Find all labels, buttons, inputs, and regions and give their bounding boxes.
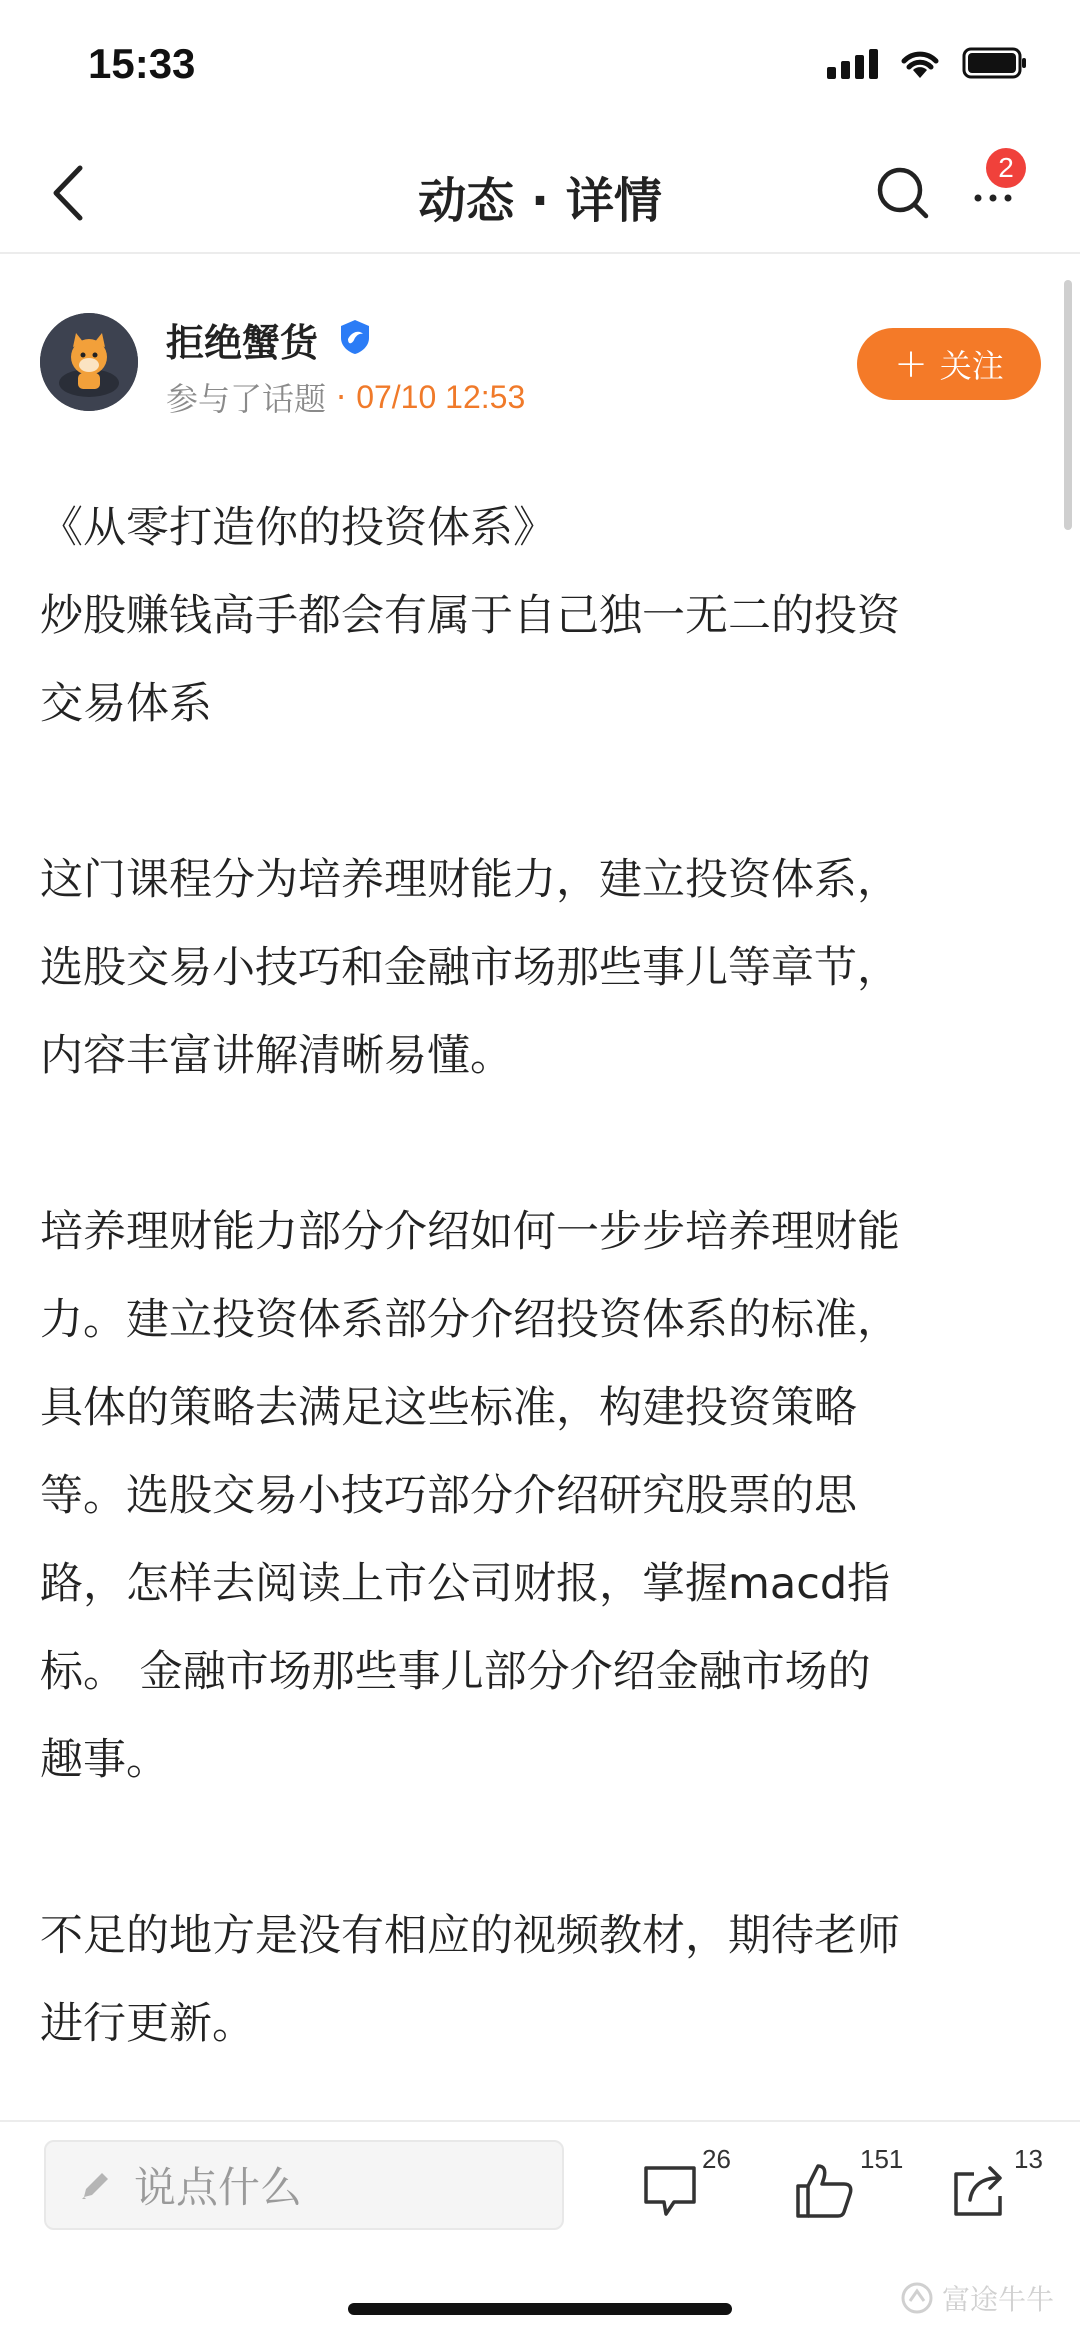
status-bar [0,0,1080,130]
follow-label: 关注 [939,347,1004,385]
post-line: 培养理财能力部分介绍如何一步步培养理财能 [40,1207,900,1257]
author-name[interactable]: 拒绝蟹货 [166,321,319,365]
nav-bar [0,130,1080,254]
shares-count: 13 [1014,2144,1043,2174]
post-line: 内容丰富讲解清晰易懂。 [40,1031,513,1081]
follow-button[interactable] [857,328,1041,400]
battery-icon [962,46,1028,80]
likes-count: 151 [860,2144,904,2174]
comments-count: 26 [702,2144,731,2174]
home-indicator[interactable] [348,2303,732,2315]
post-timestamp: 07/10 12:53 [356,378,526,415]
post-line: 具体的策略去满足这些标准，构建投资策略 [40,1383,857,1433]
cellular-signal-icon [827,47,878,79]
verified-icon [336,318,374,356]
post-line: 路，怎样去阅读上市公司财报，掌握macd指 [40,1559,891,1609]
post-line: 等。选股交易小技巧部分介绍研究股票的思 [40,1471,857,1521]
comment-placeholder: 说点什么 [134,2163,303,2212]
share-icon [950,2160,1010,2220]
avatar[interactable] [40,313,138,411]
post-line: 标。 金融市场那些事儿部分介绍金融市场的 [40,1647,871,1697]
search-icon[interactable] [868,158,938,228]
pencil-icon [76,2165,116,2205]
avatar-image [40,313,138,411]
scrollbar[interactable] [1064,280,1072,530]
post-line: 《从零打造你的投资体系》 [40,503,556,553]
share-button[interactable] [950,2144,1060,2234]
watermark-logo-icon [900,2281,934,2315]
comment-button[interactable] [640,2144,750,2234]
post-line: 力。建立投资体系部分介绍投资体系的标准， [40,1295,900,1345]
topic-prefix: 参与了话题 [166,380,327,418]
like-button[interactable] [794,2144,904,2234]
plus-icon: + [894,341,928,387]
wifi-icon [898,46,942,80]
status-time: 15:33 [88,40,196,87]
post-meta [166,374,525,420]
comment-input[interactable] [44,2140,564,2230]
post-line: 不足的地方是没有相应的视频教材，期待老师 [40,1911,900,1961]
like-icon [794,2160,856,2220]
post-body [40,484,1050,2068]
meta-separator: · [336,378,347,416]
status-icons [827,46,1028,80]
post-line: 趣事。 [40,1735,169,1785]
post-line: 炒股赚钱高手都会有属于自己独一无二的投资 [40,591,900,641]
post-line: 进行更新。 [40,1999,255,2049]
page-title: 动态 · 详情 [418,173,662,229]
watermark-text: 富途牛牛 [942,2283,1055,2316]
post-line: 选股交易小技巧和金融市场那些事儿等章节， [40,943,900,993]
post-line: 这门课程分为培养理财能力，建立投资体系， [40,855,900,905]
notification-badge: 2 [986,148,1026,188]
comment-icon [640,2160,700,2220]
watermark [900,2278,1054,2318]
post-line: 交易体系 [40,679,212,729]
